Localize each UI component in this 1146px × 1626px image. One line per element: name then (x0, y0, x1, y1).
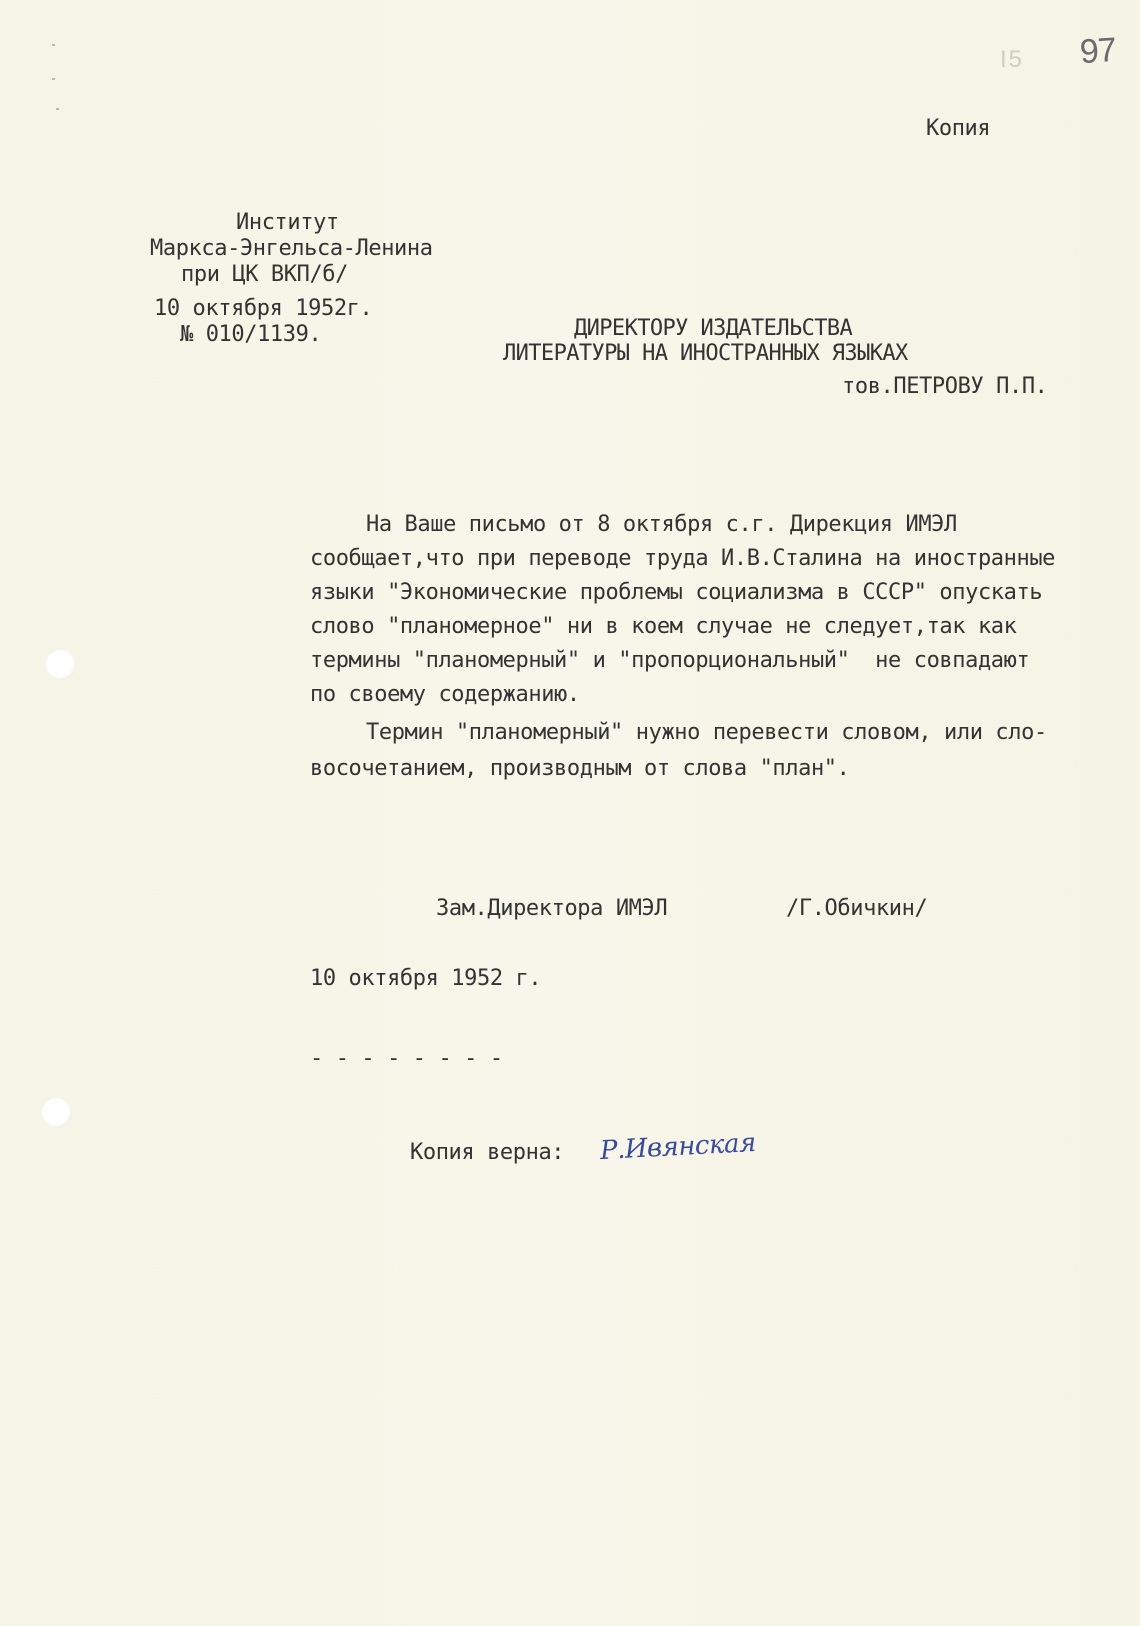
sender-line-3: при ЦК ВКП/б/ (181, 262, 348, 287)
certification-label: Копия верна: (410, 1140, 565, 1165)
sender-date: 10 октября 1952г. (154, 296, 373, 321)
certification-signature: Р.Ивянская (599, 1127, 757, 1167)
punch-hole (46, 650, 76, 680)
sender-line-1: Институт (236, 210, 339, 235)
body-line-4: слово "планомерное" ни в коем случае не следует,так как (310, 614, 1017, 639)
margin-speck (52, 78, 55, 80)
body-line-2: сообщает,что при переводе труда И.В.Сталина на иностранные (310, 546, 1056, 571)
copy-mark: Копия (926, 116, 991, 141)
punch-hole (42, 1098, 72, 1128)
margin-speck (52, 44, 55, 46)
closing-date: 10 октября 1952 г. (310, 966, 542, 991)
sender-line-2: Маркса-Энгельса-Ленина (150, 236, 433, 261)
body-line-8: восочетанием, производным от слова "план". (310, 756, 850, 781)
recipient-line-2: ЛИТЕРАТУРЫ НА ИНОСТРАННЫХ ЯЗЫКАХ (503, 341, 908, 366)
body-line-5: термины "планомерный" и "пропорциональный" не совпадают (310, 648, 1030, 673)
body-line-6: по своему содержанию. (310, 682, 580, 707)
separator-line: - - - - - - - - (310, 1046, 503, 1071)
folio-number: 97 (1078, 30, 1118, 72)
recipient-line-3: тов.ПЕТРОВУ П.П. (842, 374, 1048, 399)
recipient-line-1: ДИРЕКТОРУ ИЗДАТЕЛЬСТВА (574, 316, 853, 341)
body-line-1: На Ваше письмо от 8 октября с.г. Дирекция ИМЭЛ (366, 512, 957, 537)
signatory-title: Зам.Директора ИМЭЛ (436, 896, 668, 921)
body-line-7: Термин "планомерный" нужно перевести словом, или сло- (366, 720, 1047, 745)
paper-edge (1140, 0, 1146, 1626)
faded-stamp: I5 (1000, 46, 1025, 73)
body-line-3: языки "Экономические проблемы социализма в СССР" опускать (310, 580, 1043, 605)
signatory-name: /Г.Обичкин/ (786, 896, 928, 921)
sender-number: № 010/1139. (180, 322, 322, 347)
margin-speck (56, 108, 59, 110)
